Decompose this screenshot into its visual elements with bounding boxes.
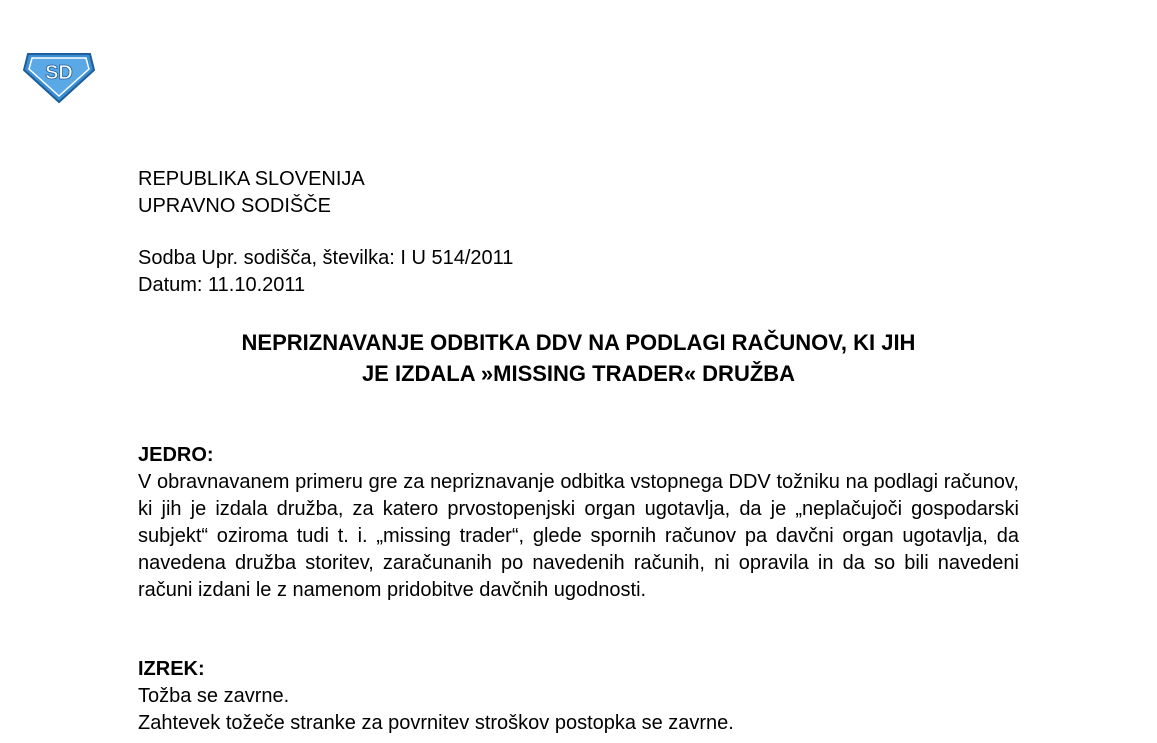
court-name: UPRAVNO SODIŠČE (138, 195, 331, 217)
shield-logo-icon (22, 48, 96, 104)
document-title (100, 327, 1057, 389)
court-logo (22, 48, 96, 104)
jedro-heading: JEDRO: (138, 444, 214, 466)
case-number: Sodba Upr. sodišča, številka: I U 514/2011 (138, 247, 514, 269)
court-header (138, 166, 365, 220)
jedro-section (138, 442, 1019, 604)
izrek-section (138, 656, 1019, 737)
title-line-2: JE IZDALA »MISSING TRADER« DRUŽBA (361, 361, 796, 386)
country-name: REPUBLIKA SLOVENIJA (138, 168, 365, 190)
logo-text: SD (45, 62, 73, 84)
izrek-line-1: Tožba se zavrne. (138, 685, 290, 707)
title-line-1: NEPRIZNAVANJE ODBITKA DDV NA PODLAGI RAČUNOV, KI JIH (241, 330, 916, 355)
case-meta (138, 245, 513, 299)
jedro-text: V obravnavanem primeru gre za nepriznavanje odbitka vstopnega DDV tožniku na podlagi računov, ki jih je izdala družba, za katero prvostopenjski organ ugotavlja, da je „neplačujoči gospodarski subjekt“ oziroma tudi t. i. „missing trader“, glede spornih računov pa davčni organ ugotavlja, da navedena družba storitev, zaračunanih po navedenih računih, ni opravila in da so bili navedeni računi izdani le z namenom pridobitve davčnih ugodnosti. (138, 471, 1019, 601)
izrek-heading: IZREK: (138, 658, 205, 680)
izrek-line-2: Zahtevek tožeče stranke za povrnitev stroškov postopka se zavrne. (138, 712, 734, 734)
case-date: Datum: 11.10.2011 (138, 274, 306, 296)
